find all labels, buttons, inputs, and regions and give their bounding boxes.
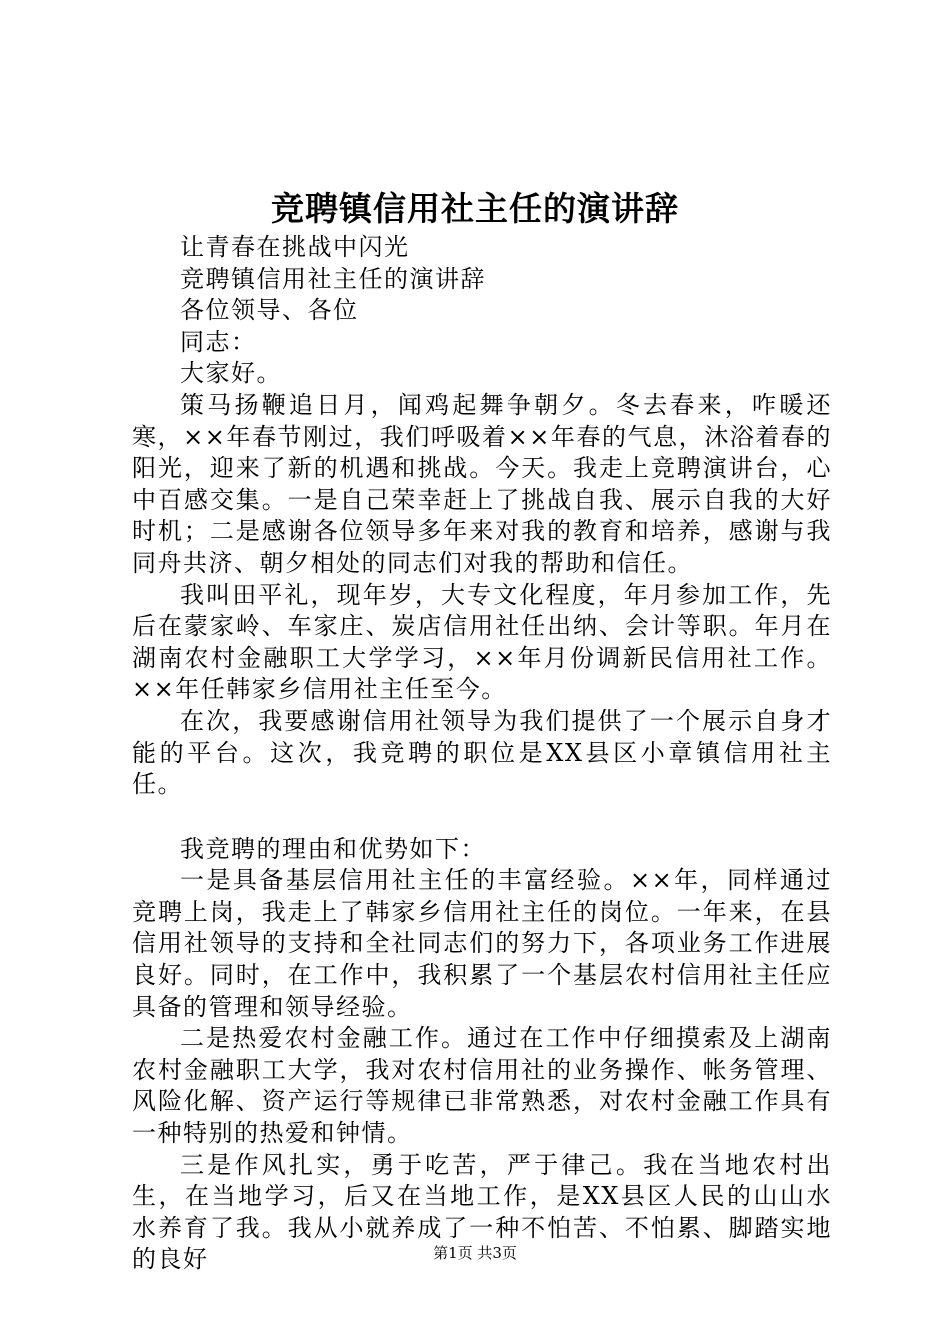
paragraph-greeting: 大家好。 — [180, 359, 282, 388]
paragraph-reason-3: 三是作风扎实，勇于吃苦，严于律己。我在当地农村出生，在当地学习，后又在当地工作，是XX县区人民的山山水水养育了我。我从小就养成了一种不怕苦、不怕累、脚踏实地的良好 — [132, 1150, 832, 1274]
page-footer: 第1页 共3页 — [433, 1244, 517, 1262]
paragraph-reason-2: 二是热爱农村金融工作。通过在工作中仔细摸索及上湖南农村金融职工大学，我对农村信用社的业务操作、帐务管理、风险化解、资产运行等规律已非常熟悉，对农村金融工作具有一种特别的热爱和钟情。 — [132, 1024, 832, 1148]
paragraph-introduction: 我叫田平礼，现年岁，大专文化程度，年月参加工作，先后在蒙家岭、车家庄、炭店信用社任出纳、会计等职。年月在湖南农村金融职工大学学习，××年月份调新民信用社工作。××年任韩家乡信用社主任至今。 — [132, 580, 832, 704]
paragraph-spacer — [132, 801, 832, 834]
paragraph-salutation-2: 同志： — [180, 327, 257, 356]
paragraph-subtitle: 让青春在挑战中闪光 — [180, 233, 410, 261]
paragraph-speech-title: 竞聘镇信用社主任的演讲辞 — [180, 264, 486, 293]
document-title: 竞聘镇信用社主任的演讲辞 — [271, 189, 679, 228]
paragraph-reason-1: 一是具备基层信用社主任的丰富经验。××年，同样通过竞聘上岗，我走上了韩家乡信用社主任的岗位。一年来，在县信用社领导的支持和全社同志们的努力下，各项业务工作进展良好。同时，在工作中，我积累了一个基层农村信用社主任应具备的管理和领导经验。 — [132, 866, 832, 1021]
paragraph-salutation-1: 各位领导、各位 — [180, 296, 359, 325]
paragraph-reasons-heading: 我竞聘的理由和优势如下： — [180, 834, 486, 863]
document-body — [132, 232, 832, 1276]
paragraph-opening: 策马扬鞭追日月，闻鸡起舞争朝夕。冬去春来，咋暖还寒，××年春节刚过，我们呼吸着××年春的气息，沐浴着春的阳光，迎来了新的机遇和挑战。今天。我走上竞聘演讲台，心中百感交集。一是自己荣幸赶上了挑战自我、展示自我的大好时机；二是感谢各位领导多年来对我的教育和培养，感谢与我同舟共济、朝夕相处的同志们对我的帮助和信任。 — [132, 390, 832, 577]
paragraph-thanks: 在次，我要感谢信用社领导为我们提供了一个展示自身才能的平台。这次，我竞聘的职位是XX县区小章镇信用社主任。 — [132, 706, 832, 799]
